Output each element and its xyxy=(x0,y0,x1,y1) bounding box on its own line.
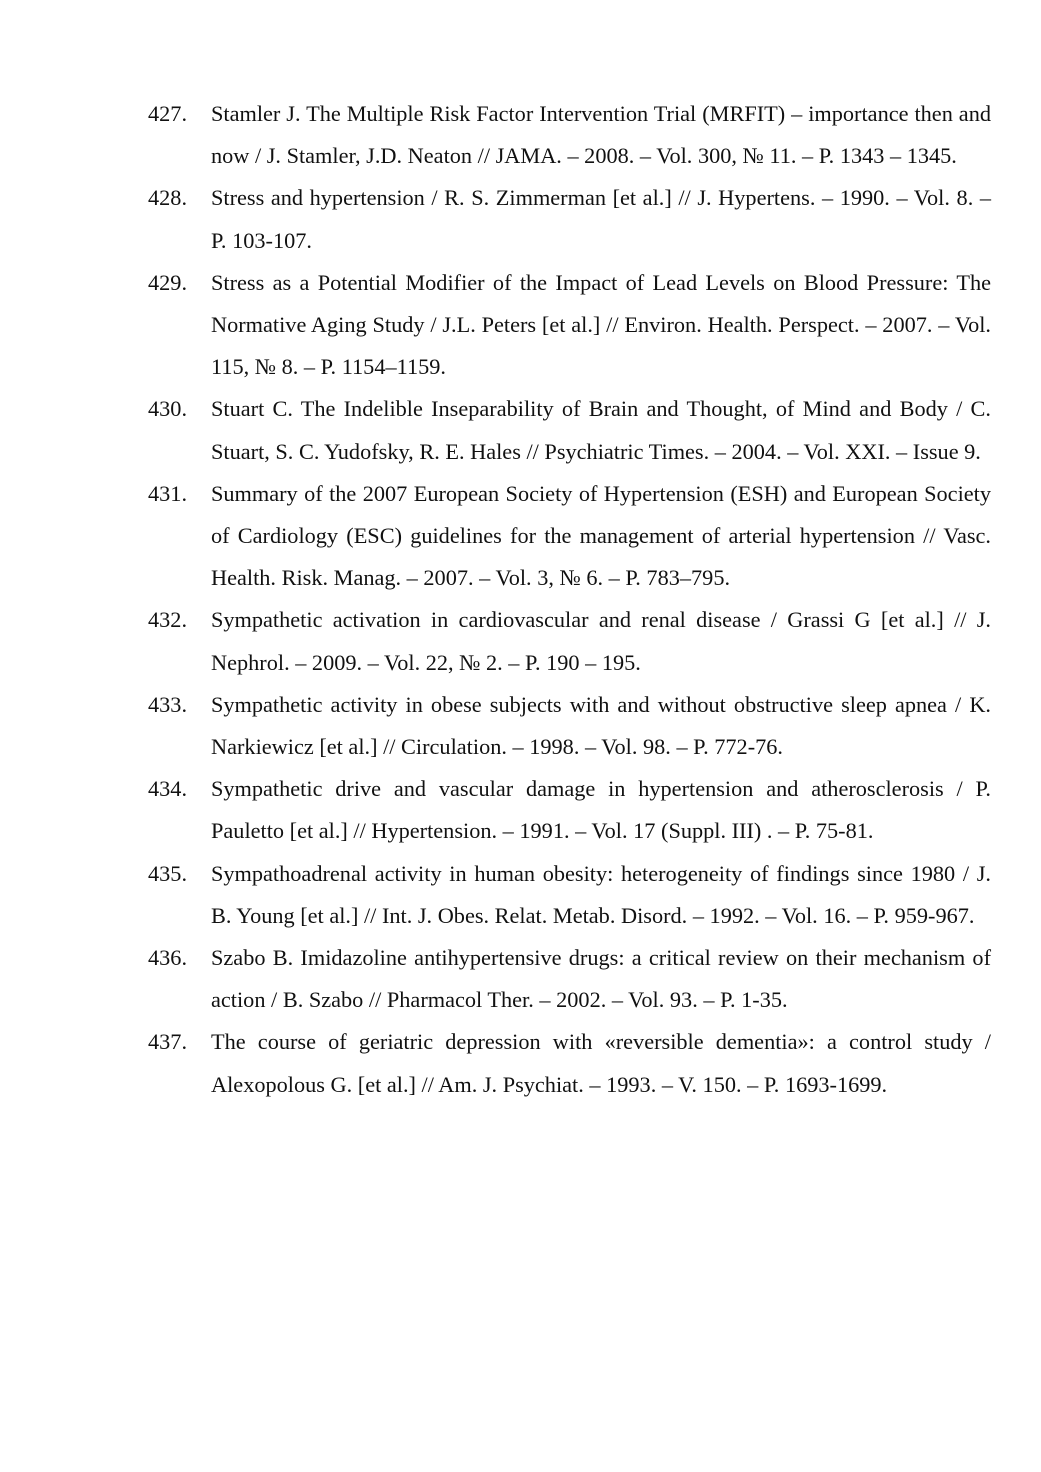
reference-text: The course of geriatric depression with «reversible dementia»: a control study / Alexopolous G. [et al.] // Am. J. Psychiat. – 1993. – V. 150. – P. 1693-1699. xyxy=(211,1029,991,1097)
reference-item xyxy=(0,262,1041,389)
reference-text: Sympathetic activity in obese subjects with and without obstructive sleep apnea / K. Narkiewicz [et al.] // Circulation. – 1998. – Vol. 98. – P. 772-76. xyxy=(211,691,991,760)
reference-text: Stamler J. The Multiple Risk Factor Intervention Trial (MRFIT) – importance then and now / J. Stamler, J.D. Neaton // JAMA. – 2008. – Vol. 300, № 11. – P. 1343 – 1345. xyxy=(211,101,991,169)
reference-number: 430. xyxy=(148,396,188,422)
reference-text: Stress and hypertension / R. S. Zimmerman [et al.] // J. Hypertens. – 1990. – Vol. 8. – P. 103-107. xyxy=(211,185,991,253)
reference-item xyxy=(0,684,1041,768)
reference-text: Szabo B. Imidazoline antihypertensive drugs: a critical review on their mechanism of action / B. Szabo // Pharmacol Ther. – 2002. – Vol. 93. – P. 1-35. xyxy=(211,945,991,1013)
reference-item xyxy=(0,1021,1041,1105)
reference-number: 429. xyxy=(148,269,188,295)
reference-text: Stuart C. The Indelible Inseparability of Brain and Thought, of Mind and Body / C. Stuart, S. C. Yudofsky, R. E. Hales // Psychiatric Times. – 2004. – Vol. XXI. – Issue 9. xyxy=(211,396,991,464)
reference-text: Stress as a Potential Modifier of the Impact of Lead Levels on Blood Pressure: The Normative Aging Study / J.L. Peters [et al.] // Environ. Health. Perspect. – 2007. – Vol. 115, № 8. – P. 1154–1159. xyxy=(211,269,991,380)
reference-number: 434. xyxy=(148,776,188,802)
reference-item xyxy=(0,473,1041,600)
reference-number: 436. xyxy=(148,945,188,971)
reference-item xyxy=(0,388,1041,472)
reference-number: 431. xyxy=(148,480,188,506)
reference-item xyxy=(0,937,1041,1021)
reference-text: Summary of the 2007 European Society of Hypertension (ESH) and European Society of Cardiology (ESC) guidelines for the management of arterial hypertension // Vasc. Health. Risk. Manag. – 2007. – Vol. 3, № 6. – P. 783–795. xyxy=(211,480,991,591)
reference-list xyxy=(0,93,1041,1106)
reference-text: Sympathetic drive and vascular damage in hypertension and atherosclerosis / P. Pauletto [et al.] // Hypertension. – 1991. – Vol. 17 (Suppl. III) . – P. 75-81. xyxy=(211,776,991,844)
reference-number: 432. xyxy=(148,607,188,633)
reference-item xyxy=(0,599,1041,683)
reference-item xyxy=(0,93,1041,177)
reference-number: 428. xyxy=(148,185,188,211)
reference-item xyxy=(0,177,1041,261)
reference-text: Sympathoadrenal activity in human obesity: heterogeneity of findings since 1980 / J. B. Young [et al.] // Int. J. Obes. Relat. Metab. Disord. – 1992. – Vol. 16. – P. 959-967. xyxy=(211,860,991,928)
reference-number: 435. xyxy=(148,860,188,886)
reference-number: 427. xyxy=(148,101,188,126)
reference-item xyxy=(0,853,1041,937)
reference-item xyxy=(0,768,1041,852)
reference-number: 437. xyxy=(148,1029,188,1055)
reference-number: 433. xyxy=(148,691,188,717)
reference-text: Sympathetic activation in cardiovascular and renal disease / Grassi G [et al.] // J. Nephrol. – 2009. – Vol. 22, № 2. – P. 190 – 195. xyxy=(211,607,991,675)
